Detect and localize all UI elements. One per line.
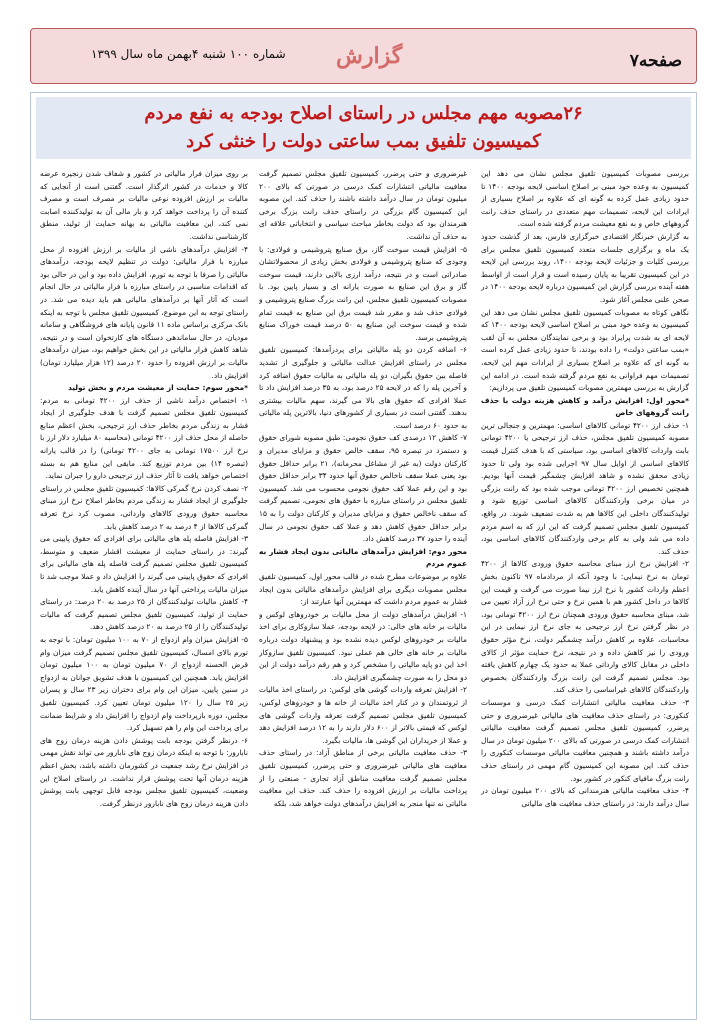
paragraph: ۳- حذف معافیت مالیاتی انتشارات کمک درسی و موسسات کنکوری: در راستای حذف معافیت های مالیاتی غیرضروری و حتی پرضرر، کمیسیون تلفیق مجلس تصمیم گرفت معافیت مالیاتی انتشارات کمک درسی در صورتی که بالای ۲۰۰ میلیون تومان در سال درآمد داشته باشند و همچنین معافیت مالیاتی موسسات کنکوری را حذف کند. این مصوبه این کمیسیون گام مهمی در راستای حذف رانت بزرگ مافیای کنکور در کشور بود. — [481, 697, 689, 783]
article-column-right — [481, 168, 689, 1013]
article-column-left — [40, 168, 248, 1013]
paragraph: به گزارش خبرنگار اقتصادی خبرگزاری فارس، بعد از گذشت حدود یک ماه و برگزاری جلسات متعدد کمیسیون تلفیق مجلس برای بررسی کلیات و جزئیات لایحه بودجه ۱۴۰۰، روند بررسی این لایحه در این کمیسیون تقریبا به پایان رسیده است و قرار است از اواسط هفته آینده بررسی گزارش این کمیسیون درباره لایحه بودجه ۱۴۰۰ در صحن علنی مجلس آغاز شود. — [481, 231, 689, 304]
section-heading: *محور اول: افزایش درآمد و کاهش هزینه دولت با حذف رانت گروههای خاص — [481, 395, 689, 418]
paragraph: نگاهی کوتاه به مصوبات کمیسیون تلفیق مجلس نشان می دهد این کمیسیون به وعده خود مبنی بر اصلاح اساسی لایحه بودجه ۱۴۰۰ که لایحه ای به شدت پرایراد بود و برخی نمایندگان مجلس به آن لقب «بمب ساعتی دولت» را داده بودند، تا حدود زیادی عمل کرده است به گونه ای که علاوه بر اصلاح بسیاری از ایرادات مهم این لایحه، تصمیمات مهم فراوانی به نفع مردم گرفته شده است. در ادامه این گزارش به بررسی مهمترین مصوبات کمیسیون تلفیق می پردازیم: — [481, 307, 689, 393]
page-header — [30, 28, 697, 84]
section-heading: *محور سوم: حمایت از معیشت مردم و بخش تولید — [67, 383, 248, 393]
paragraph: ۵- افزایش قیمت سوخت گاز، برق صنایع پتروشیمی و فولادی: با وجودی که صنایع پتروشیمی و فولادی بخش زیادی از محصولاتشان صادراتی است و در نتیجه، درآمد ارزی بالایی دارند، قیمت سوخت گاز و برق این صنایع به صورت یارانه ای و بسیار پایین بود. با مصوبات کمیسیون تلفیق مجلس، این رانت بزرگ صنایع پتروشیمی و فولادی حذف شد و مقرر شد قیمت برق این صنایع به قیمت تمام شده و قیمت سوخت این صنایع به ۵۰ درصد قیمت خوراک صنایع پتروشیمی برسد. — [259, 244, 467, 342]
paragraph: ۱- افزایش درآمدهای دولت از محل مالیات بر خودروهای لوکس و مالیات بر خانه های خالی: در لایحه بودجه، عملا سازوکاری برای اخذ مالیات بر خودروهای لوکس دیده نشده بود و پیشنهاد دولت درباره مالیات بر خانه های خالی هم عملی نبود. کمیسیون تلفیق سازوکار اخذ این دو پایه مالیاتی را مشخص کرد و هم رقم درآمد دولت از این دو محل را به صورت چشمگیری افزایش داد. — [259, 609, 467, 682]
paragraph: علاوه بر موضوعات مطرح شده در قالب محور اول، کمیسیون تلفیق مجلس مصوبات دیگری برای افزایش درآمدهای مالیاتی بدون ایجاد فشار به عموم مردم داشت که مهمترین آنها عبارتند از: — [259, 572, 467, 607]
paragraph: ۲- نصف کردن نرخ گمرکی کالاها: کمیسیون تلفیق مجلس در راستای جلوگیری از ایجاد فشار به زندگی مردم بخاطر اصلاح نرخ ارز مبنای محاسبه حقوق ورودی کالاهای وارداتی، مصوب کرد نرخ تعرفه گمرکی کالاها از ۴ درصد به ۲ درصد کاهش یابد. — [40, 483, 248, 531]
headline-line-2: کمیسیون تلفیق بمب ساعتی دولت را خنثی کرد — [186, 131, 541, 152]
headline-box — [36, 97, 691, 159]
section-title: گزارش — [336, 43, 403, 69]
page-number: صفحه۷ — [629, 51, 682, 71]
paragraph: ۲- افزایش نرخ ارز مبنای محاسبه حقوق ورودی کالاها از ۴۲۰۰ تومان به نرخ نیمایی: با وجود آنکه از مردادماه ۹۷ تاکنون بخش اعظم واردات کشور با نرخ ارز نیما صورت می گرفت و قیمت این کالاها در داخل کشور هم با همین نرخ و حتی نرخ ارز آزاد تعیین می شد، مبنای محاسبه حقوق ورودی همچنان نرخ ارز ۴۲۰۰ تومانی بود، در نظر گرفتن نرخ ارز ترجیحی به جای نرخ ارز نیمایی در این محاسبات، علاوه بر کاهش درآمد چشمگیر دولت، نرخ مؤثر حقوق ورودی را نیز کاهش داده و در نتیجه، نرخ حمایت مؤثر از کالای داخلی در مقابل کالای وارداتی عملا به حدود یک چهارم کاهش یافته بود. مجلس تصمیم گرفت این رانت بزرگ واردکنندگان بخصوص واردکنندگان کالاهای غیراساسی را حذف کند. — [481, 559, 689, 695]
paragraph: غیرضروری و حتی پرضرر، کمیسیون تلفیق مجلس تصمیم گرفت معافیت مالیاتی انتشارات کمک درسی در صورتی که بالای ۲۰۰ میلیون تومان در سال درآمد داشته باشند را حذف کند. این مصوبه این کمیسیون گام بزرگی در راستای حذف رانت بزرگ برخی هنرمندان بود که دولت بخاطر مباحث سیاسی و انتخاباتی علاقه ای به حذف آن نداشت. — [259, 169, 467, 241]
paragraph: بر روی میزان فرار مالیاتی در کشور و شفاف شدن زنجیره عرضه کالا و خدمات در کشور اثرگذار است. گفتنی است از آنجایی که مالیات بر ارزش افزوده نوعی مالیات بر مصرف است و مصرف کننده آن را پرداخت خواهد کرد و بار مالی آن به تولیدکننده اصابت نمی کند، این معافیت مالیاتی به بهانه حمایت از تولید، منطق کارشناسی نداشت. — [40, 169, 248, 241]
paragraph: ۴- کاهش مالیات تولیدکنندگان از ۲۵ درصد به ۲۰ درصد: در راستای حمایت از تولید، کمیسیون تلفیق مجلس تصمیم گرفت که مالیات تولیدکنندگان را از ۲۵ درصد به ۲۰ درصد کاهش دهد. — [40, 597, 248, 632]
paragraph: بررسی مصوبات کمیسیون تلفیق مجلس نشان می دهد این کمیسیون به وعده خود مبنی بر اصلاح اساسی لایحه بودجه ۱۴۰۰ تا حدود زیادی عمل کرده به گونه ای که علاوه بر اصلاح بسیاری از ایرادات این لایحه، تصمیمات مهم متعددی در راستای حذف رانت گروههای خاص و به نفع معیشت مردم گرفته شده است. — [481, 169, 689, 229]
headline-line-1: ۲۶مصوبه مهم مجلس در راستای اصلاح بودجه به نفع مردم — [144, 103, 583, 124]
paragraph: ۱- حذف ارز ۴۲۰۰ تومانی کالاهای اساسی: مهمترین و جنجالی ترین مصوبه کمیسیون تلفیق مجلس، حذف ارز ترجیحی یا ۴۲۰۰ تومانی بابت واردات کالاهای اساسی بود، سیاستی که با هدف کنترل قیمت کالاهای اساسی از اوایل سال ۹۷ اجرایی شده بود ولی تا حدود زیادی محقق نشده و شاهد افزایش چشمگیر قیمت آنها بودیم. همچنین تخصیص ارز ۴۲۰۰ تومانی موجب شده بود که رانت بزرگی در میان برخی واردکنندگان کالاهای اساسی توزیع شود و تولیدکنندگان داخلی این کالاها هم به شدت تضعیف شوند. در واقع، کمیسیون تلفیق مجلس تصمیم گرفت که این ارز که به اسم مردم داده می شد ولی به کام برخی واردکنندگان کالاهای اساسی بود، حذف کند. — [481, 420, 689, 556]
section-heading: محور دوم: افزایش درآمدهای مالیاتی بدون ایجاد فشار به عموم مردم — [259, 546, 467, 569]
paragraph: ۴- افزایش درآمدهای ناشی از مالیات بر ارزش افزوده از محل مبارزه با فرار مالیاتی: دولت در تنظیم لایحه بودجه، درآمدهای مالیاتی را صرفا با توجه به تورم، افزایش داده بود و این در حالی بود که اقدامات مناسبی در راستای مبارزه با فرار مالیاتی در حال انجام است که آثار آنها بر درآمدهای مالیاتی هم باید دیده می شد. در راستای توجه به این موضوع، کمیسیون تلفیق مجلس با توجه به اینکه بانک مرکزی براساس ماده ۱۱ قانون پایانه های فروشگاهی و سامانه مودیان، در حال ساماندهی دستگاه های کارتخوان است و در نتیجه، شاهد کاهش فرار مالیاتی در این بخش خواهیم بود، میزان درآمدهای مالیات بر ارزش افزوده را حدود ۲۰ درصد (۱۲ هزار میلیارد تومان) افزایش داد. — [40, 244, 248, 380]
paragraph: ۲- افزایش تعرفه واردات گوشی های لوکس: در راستای اخذ مالیات از ثروتمندان و در کنار اخذ مالیات از خانه ها و خودروهای لوکس، کمیسیون تلفیق مجلس تصمیم گرفت تعرفه واردات گوشی های لوکس که قیمتی بالاتر از ۶۰۰ دلار دارند را به ۱۲ درصد افزایش دهد و عملا از خریداران این گوشی ها، مالیات بگیرد. — [259, 685, 467, 745]
paragraph: ۵- افزایش میزان وام ازدواج از ۷۰ به ۱۰۰ میلیون تومان: با توجه به تورم بالای امسال، کمیسیون تلفیق مجلس تصمیم گرفت میزان وام قرض الحسنه ازدواج از ۷۰ میلیون تومان به ۱۰۰ میلیون تومان افزایش یابد. همچنین این کمیسیون با هدف تشویق جوانان به ازدواج در سنین پایین، میزان این وام برای دختران زیر ۲۳ سال و پسران زیر ۲۵ سال را ۱۲۰ میلیون تومان تعیین کرد. کمیسیون تلفیق مجلس، دوره بازپرداخت وام ازدواج را افزایش داد و شرایط ضمانت برای پرداخت این وام را هم تسهیل کرد. — [40, 634, 248, 733]
paragraph: ۶- درنظر گرفتن بودجه بابت پوشش دادن هزینه درمان زوج های نابارور: با توجه به اینکه درمان زوج های نابارور می تواند نقش مهمی در افزایش نرخ رشد جمعیت در کشورمان داشته باشد، بخش اعظم هزینه درمان آنها تحت پوشش قرار نداشت. در راستای اصلاح این وضعیت، کمیسیون تلفیق مجلس بودجه قابل توجهی بابت پوشش دادن هزینه درمان زوج های نابارور درنظر گرفت. — [40, 735, 248, 808]
paragraph: ۳- حذف معافیت مالیاتی برخی از مناطق آزاد: در راستای حذف معافیت های مالیاتی غیرضروری و حتی پرضرر، کمیسیون تلفیق مجلس تصمیم گرفت معافیت مناطق آزاد تجاری - صنعتی را از پرداخت مالیات بر ارزش افزوده را حذف کند. حذف این معافیت مالیاتی نه تنها منجر به افزایش درآمدهای دولت خواهد شد، بلکه — [259, 748, 467, 808]
article-column-middle — [259, 168, 467, 1013]
paragraph: ۱- اختصاص درآمد ناشی از حذف ارز ۴۲۰۰ تومانی به مردم: کمیسیون تلفیق مجلس تصمیم گرفت با هدف جلوگیری از ایجاد فشار به زندگی مردم بخاطر حذف ارز ترجیحی، بخش اعظم منابع حاصله از محل حذف ارز ۴۲۰۰ تومانی (محاسبه ۸۰ میلیارد دلار ارز با نرخ ارز ۱۷۵۰۰ تومانی به جای ۴۲۰۰ تومانی) را در قالب یارانه (تبصره ۱۴) بین مردم توزیع کند. مابقی این منابع هم به بسته اختصاص خواهد یافت تا آثار حذف ارز ترجیحی دارو را جبران نماید. — [40, 395, 248, 481]
paragraph: ۴- حذف معافیت مالیاتی هنرمندانی که بالای ۲۰۰ میلیون تومان در سال درآمد دارند: در راستای حذف معافیت های مالیاتی — [481, 786, 689, 808]
paragraph: ۳- افزایش فاصله پله های مالیاتی برای افرادی که حقوق پایینی می گیرند: در راستای حمایت از معیشت اقشار ضعیف و متوسط، کمیسیون تلفیق مجلس تصمیم گرفت فاصله پله های مالیاتی برای افرادی که حقوق پایینی می گیرند را افزایش داد و عملا موجب شد تا میزان مالیات پرداختی آنها در سال آینده کاهش یابد. — [40, 534, 248, 594]
paragraph: ۶- اضافه کردن دو پله مالیاتی برای پردرآمدها: کمیسیون تلفیق مجلس در راستای افزایش عدالت مالیاتی و جلوگیری از تشدید فاصله بین حقوق بگیران، دو پله مالیاتی به مالیات حقوق اضافه کرد و آخرین پله را که در لایحه ۲۵ درصد بود، به ۳۵ درصد افزایش داد تا عملا افرادی که حقوق های بالا می گیرند، سهم مالیات بیشتری بدهند. گفتنی است در بسیاری از کشورهای دنیا، بالاترین پله مالیاتی به حدود ۶۰ درصد است. — [259, 345, 467, 430]
paragraph: ۷- کاهش ۱۲ درصدی کف حقوق نجومی: طبق مصوبه شورای حقوق و دستمزد در تبصره ۹۵، سقف خالص حقوق و مزایای مدیران و کارکنان دولت (به غیر از مشاغل محرمانه)، ۲۱ برابر حداقل حقوق بود یعنی عملا سقف ناخالص حقوق آنها حدود ۳۴ برابر حداقل حقوق بود و این رقم عملا کف حقوق نجومی محسوب می شد. کمیسیون تلفیق مجلس در راستای مبارزه با حقوق های نجومی، تصمیم گرفت که سقف ناخالص حقوق و مزایای مدیران و کارکنان دولت را به ۱۵ برابر حداقل حقوق کاهش دهد و عملا کف حقوق نجومی در سال آینده را حدود ۳۷ درصد کاهش داد. — [259, 433, 467, 544]
issue-info: شماره ۱۰۰ شنبه ۴بهمن ماه سال ۱۳۹۹ — [91, 47, 286, 61]
